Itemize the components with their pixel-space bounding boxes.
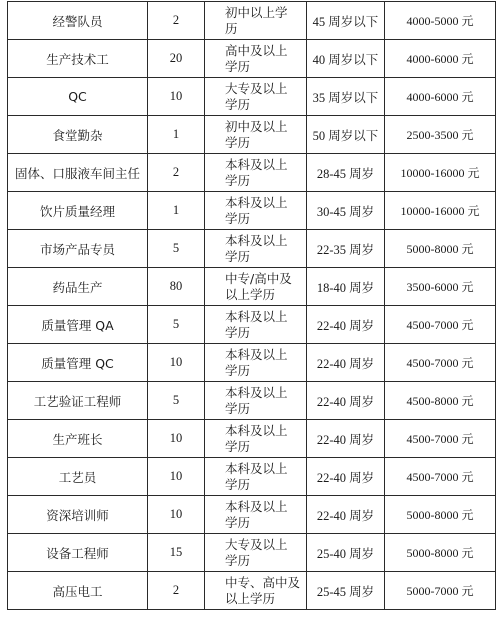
table-row <box>8 268 496 306</box>
position-cell: 药品生产 <box>8 268 148 306</box>
table-row <box>8 154 496 192</box>
education-line: 学历 <box>225 172 251 188</box>
education-line: 本科及以上 <box>225 346 288 362</box>
headcount-cell: 2 <box>148 2 205 40</box>
education-line: 学历 <box>225 58 251 74</box>
table-row <box>8 534 496 572</box>
age-cell: 22-40 周岁 <box>307 306 385 344</box>
age-cell: 22-40 周岁 <box>307 458 385 496</box>
table-row <box>8 572 496 610</box>
position-cell: 生产班长 <box>8 420 148 458</box>
salary-cell: 4000-5000 元 <box>385 2 496 40</box>
headcount-cell: 10 <box>148 458 205 496</box>
education-line: 本科及以上 <box>225 384 288 400</box>
salary-cell: 3500-6000 元 <box>385 268 496 306</box>
education-cell <box>205 496 307 534</box>
headcount-cell: 80 <box>148 268 205 306</box>
headcount-cell: 1 <box>148 192 205 230</box>
education-line: 本科及以上 <box>225 460 288 476</box>
headcount-cell: 20 <box>148 40 205 78</box>
salary-cell: 5000-8000 元 <box>385 230 496 268</box>
education-line: 学历 <box>225 248 251 264</box>
education-cell <box>205 534 307 572</box>
age-cell: 35 周岁以下 <box>307 78 385 116</box>
education-line: 学历 <box>225 514 251 530</box>
headcount-cell: 5 <box>148 382 205 420</box>
education-cell <box>205 154 307 192</box>
age-cell: 40 周岁以下 <box>307 40 385 78</box>
education-line: 中专、高中及 <box>225 574 301 590</box>
position-cell: 工艺验证工程师 <box>8 382 148 420</box>
position-cell: 饮片质量经理 <box>8 192 148 230</box>
education-line: 本科及以上 <box>225 232 288 248</box>
table-row <box>8 2 496 40</box>
position-cell: 高压电工 <box>8 572 148 610</box>
education-line: 学历 <box>225 400 251 416</box>
education-cell <box>205 192 307 230</box>
education-line: 本科及以上 <box>225 194 288 210</box>
headcount-cell: 15 <box>148 534 205 572</box>
headcount-cell: 1 <box>148 116 205 154</box>
table-row <box>8 496 496 534</box>
job-listings-body <box>8 2 496 610</box>
education-line: 本科及以上 <box>225 498 288 514</box>
age-cell: 25-45 周岁 <box>307 572 385 610</box>
education-cell <box>205 116 307 154</box>
age-cell: 22-35 周岁 <box>307 230 385 268</box>
salary-cell: 5000-8000 元 <box>385 534 496 572</box>
education-cell <box>205 268 307 306</box>
table-row <box>8 78 496 116</box>
salary-cell: 10000-16000 元 <box>385 154 496 192</box>
table-row <box>8 458 496 496</box>
headcount-cell: 5 <box>148 230 205 268</box>
position-cell: 生产技术工 <box>8 40 148 78</box>
education-cell <box>205 2 307 40</box>
salary-cell: 5000-8000 元 <box>385 496 496 534</box>
job-listings-table <box>7 1 496 610</box>
education-line: 大专及以上 <box>225 80 288 96</box>
position-cell: 工艺员 <box>8 458 148 496</box>
position-cell: 市场产品专员 <box>8 230 148 268</box>
education-cell <box>205 382 307 420</box>
age-cell: 25-40 周岁 <box>307 534 385 572</box>
education-line: 以上学历 <box>225 590 276 606</box>
table-row <box>8 40 496 78</box>
education-line: 学历 <box>225 476 251 492</box>
education-line: 本科及以上 <box>225 308 288 324</box>
education-line: 学历 <box>225 438 251 454</box>
education-line: 历 <box>225 20 238 36</box>
position-cell: 质量管理 QC <box>8 344 148 382</box>
position-cell: 固体、口服液车间主任 <box>8 154 148 192</box>
salary-cell: 2500-3500 元 <box>385 116 496 154</box>
table-row <box>8 116 496 154</box>
table-row <box>8 382 496 420</box>
education-line: 大专及以上 <box>225 536 288 552</box>
education-cell <box>205 306 307 344</box>
age-cell: 30-45 周岁 <box>307 192 385 230</box>
age-cell: 22-40 周岁 <box>307 496 385 534</box>
education-line: 中专/高中及 <box>225 270 292 286</box>
education-line: 本科及以上 <box>225 422 288 438</box>
salary-cell: 5000-7000 元 <box>385 572 496 610</box>
headcount-cell: 10 <box>148 344 205 382</box>
salary-cell: 4500-7000 元 <box>385 458 496 496</box>
table-row <box>8 230 496 268</box>
headcount-cell: 10 <box>148 420 205 458</box>
position-cell: 质量管理 QA <box>8 306 148 344</box>
table-row <box>8 344 496 382</box>
education-line: 学历 <box>225 552 251 568</box>
age-cell: 22-40 周岁 <box>307 420 385 458</box>
headcount-cell: 2 <box>148 572 205 610</box>
education-line: 以上学历 <box>225 286 276 302</box>
education-cell <box>205 344 307 382</box>
age-cell: 22-40 周岁 <box>307 344 385 382</box>
salary-cell: 4500-7000 元 <box>385 344 496 382</box>
salary-cell: 4500-7000 元 <box>385 420 496 458</box>
salary-cell: 4500-8000 元 <box>385 382 496 420</box>
education-line: 初中以上学 <box>225 4 288 20</box>
education-line: 学历 <box>225 134 251 150</box>
education-cell <box>205 420 307 458</box>
education-cell <box>205 40 307 78</box>
salary-cell: 4500-7000 元 <box>385 306 496 344</box>
salary-cell: 4000-6000 元 <box>385 40 496 78</box>
education-line: 学历 <box>225 362 251 378</box>
education-cell <box>205 458 307 496</box>
education-line: 学历 <box>225 324 251 340</box>
education-line: 学历 <box>225 210 251 226</box>
age-cell: 28-45 周岁 <box>307 154 385 192</box>
salary-cell: 4000-6000 元 <box>385 78 496 116</box>
salary-cell: 10000-16000 元 <box>385 192 496 230</box>
education-cell <box>205 78 307 116</box>
education-line: 高中及以上 <box>225 42 288 58</box>
position-cell: 设备工程师 <box>8 534 148 572</box>
age-cell: 45 周岁以下 <box>307 2 385 40</box>
age-cell: 50 周岁以下 <box>307 116 385 154</box>
education-line: 初中及以上 <box>225 118 288 134</box>
headcount-cell: 10 <box>148 78 205 116</box>
headcount-cell: 5 <box>148 306 205 344</box>
education-line: 本科及以上 <box>225 156 288 172</box>
table-row <box>8 420 496 458</box>
position-cell: 资深培训师 <box>8 496 148 534</box>
position-cell: 经警队员 <box>8 2 148 40</box>
education-cell <box>205 230 307 268</box>
education-cell <box>205 572 307 610</box>
table-row <box>8 306 496 344</box>
headcount-cell: 2 <box>148 154 205 192</box>
age-cell: 18-40 周岁 <box>307 268 385 306</box>
position-cell: 食堂勤杂 <box>8 116 148 154</box>
education-line: 学历 <box>225 96 251 112</box>
position-cell: QC <box>8 78 148 116</box>
age-cell: 22-40 周岁 <box>307 382 385 420</box>
table-row <box>8 192 496 230</box>
headcount-cell: 10 <box>148 496 205 534</box>
